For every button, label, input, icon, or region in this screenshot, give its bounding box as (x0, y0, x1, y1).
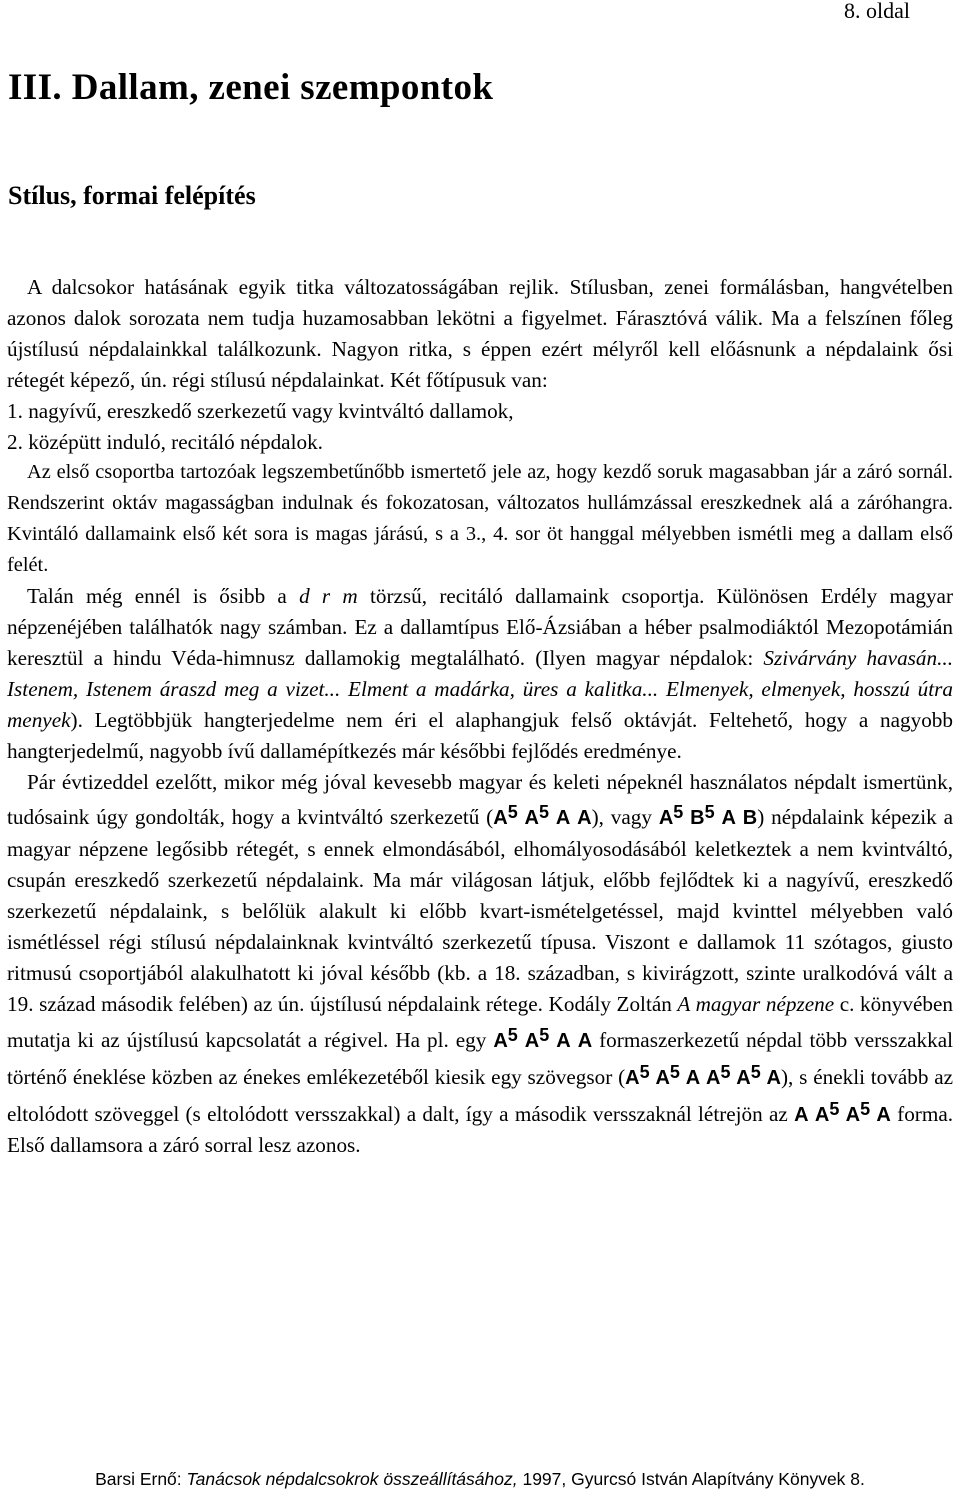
form-superscript: 5 (539, 802, 550, 823)
form-superscript: 5 (860, 1098, 871, 1119)
form-superscript: 5 (720, 1061, 731, 1082)
song-titles: Szivárvány havasán... Istenem, Istenem áraszd meg a vizet... Elment a madárka, üres a kalitka... Elmenyek, elmenyek, hosszú útra menyek (7, 645, 953, 732)
paragraph-history (7, 767, 953, 1162)
text-run: ). Legtöbbjük hangterjedelme nem éri el alaphangjuk felső oktávját. Feltehető, hogy a nagyobb hangterjedelmű, nagyobb ívű dallamépítkezés már későbbi fejlődés eredménye. (7, 707, 953, 763)
form-letter: A (493, 807, 508, 830)
footer-work-title: Tanácsok népdalcsokrok összeállításához, (186, 1469, 518, 1489)
form-letter: A (493, 1029, 508, 1052)
text-run: Talán még ennél is ősibb a (27, 584, 300, 609)
book-title: A magyar népzene (677, 991, 835, 1016)
form-letter: A (524, 807, 539, 830)
form-superscript: 5 (673, 802, 684, 823)
paragraph-recitative (7, 581, 953, 766)
page-title: III. Dallam, zenei szempontok (8, 67, 494, 108)
text-run: c. könyvében mutatja ki az újstílusú kapcsolatát a régivel. Ha pl. egy (7, 991, 953, 1052)
form-letter: A (658, 807, 674, 830)
form-superscript: 5 (829, 1098, 840, 1119)
form-letter: A (766, 1066, 781, 1089)
form-letter: A (814, 1103, 830, 1126)
text-run: Pár évtizeddel ezelőtt, mikor még jóval kevesebb magyar és keleti népeknél használatos népdalt ismertünk, tudósaink úgy gondolták, hogy a kvintváltó szerkezetű ( (7, 769, 953, 830)
form-letter: A (555, 807, 571, 830)
form-letter: A (705, 1066, 721, 1089)
footer-publication: 1997, Gyurcsó István Alapítvány Könyvek 8. (517, 1469, 865, 1489)
page-number: 8. oldal (844, 0, 910, 23)
form-letter: A (655, 1066, 670, 1089)
text-run: törzsű, recitáló dallamaink csoportja. Különösen Erdély magyar népzenéjében találhatók nagy számban. Ez a dallamtípus Elő-Ázsiában a héber psalmodiáktól Mezopotámián keresztül a hindu Véda-himnusz dallamokig megtalálható. (Ilyen magyar népdalok: (7, 584, 954, 670)
form-superscript: 5 (750, 1061, 761, 1082)
section-subtitle: Stílus, formai felépítés (8, 181, 256, 210)
form-letter: A (845, 1103, 861, 1126)
text-run: forma. Első dallamsora a záró sorral lesz azonos. (7, 1101, 954, 1158)
form-superscript: 5 (669, 1061, 680, 1082)
text-run: ), vagy (591, 805, 659, 830)
form-letter: A (577, 807, 592, 830)
form-letter: A (524, 1029, 540, 1052)
form-superscript: 5 (507, 802, 518, 823)
form-superscript: 5 (704, 802, 715, 823)
paragraph-first-group: Az első csoportba tartozóak legszembetűnőbb ismertető jele az, hogy kezdő soruk magasabban jár a záró sornál. Rendszerint oktáv magasságban indulnak és fokozatosan, változatos hullámzással ereszkednek alá a záróhangra. Kvintáló dallamaink első két sora is magas járású, s a 3., 4. sor öt hanggal mélyebben ismétli meg a dallam első felét. (7, 461, 953, 577)
body-text (7, 272, 953, 1161)
page-footer (0, 1468, 960, 1490)
form-letter: B (690, 807, 705, 830)
form-letter: A (736, 1066, 751, 1089)
footer-author: Barsi Ernő: (95, 1469, 187, 1489)
form-letter: A (794, 1103, 809, 1126)
text-run: ), s énekli tovább az eltolódott szöveggel (s eltolódott versszakkal) a dalt, így a második versszaknál létrejön az (7, 1064, 954, 1126)
form-letter: A (721, 807, 736, 830)
text-run: formaszerkezetű népdal több versszakkal történő éneklése közben az énekes emlékezetéből kiesik egy szövegsor ( (7, 1027, 954, 1089)
form-letter: A (556, 1029, 571, 1052)
form-letter: A (625, 1066, 640, 1089)
paragraph-intro: A dalcsokor hatásának egyik titka változatosságában rejlik. Stílusban, zenei formálásban, hangvételben azonos dalok sorozata nem tudja huzamosabban lekötni a figyelmet. Fárasztóvá válik. Ma a felszínen főleg újstílusú népdalainkkal találkozunk. Nagyon ritka, s éppen ezért mélyről kell előásnunk a népdalaink ősi rétegét képező, ún. régi stílusú népdalainkat. Két főtípusuk van: (7, 275, 953, 392)
list-item-2: 2. középütt induló, recitáló népdalok. (7, 429, 323, 454)
form-letter: B (742, 807, 758, 830)
form-letter: A (577, 1029, 593, 1052)
text-run: ) népdalaink képezik a magyar népzene legősibb rétegét, s ennek elmondásából, elhomályosodásából keletkeztek a nem kvintváltó, csupán ereszkedő szerkezetű népdalaink. Ma már világosan látjuk, előbb fejlődtek ki a nagyívű, ereszkedő szerkezetű népdalaink, s belőlük alakult ki előbb kvart-ismételgetéssel, majd kvinttel mélyebben való ismétléssel régi stílusú népdalainknak kvintváltó szerkezetű típusa. Viszont e dallamok 11 szótagos, giusto ritmusú csoportjából alakulhatott ki jóval később (kb. a 18. században, s kivirágzott, szinte uralkodóvá vált a 19. század második felében) az ún. újstílusú népdalaink rétege. Kodály Zoltán (7, 805, 954, 1016)
form-superscript: 5 (639, 1061, 650, 1082)
form-letter: A (685, 1066, 701, 1089)
form-superscript: 5 (539, 1024, 550, 1045)
form-letter: A (876, 1103, 891, 1126)
form-superscript: 5 (507, 1024, 518, 1045)
drm-notation: d r m (299, 584, 358, 609)
list-item-1: 1. nagyívű, ereszkedő szerkezetű vagy kvintváltó dallamok, (7, 398, 514, 423)
